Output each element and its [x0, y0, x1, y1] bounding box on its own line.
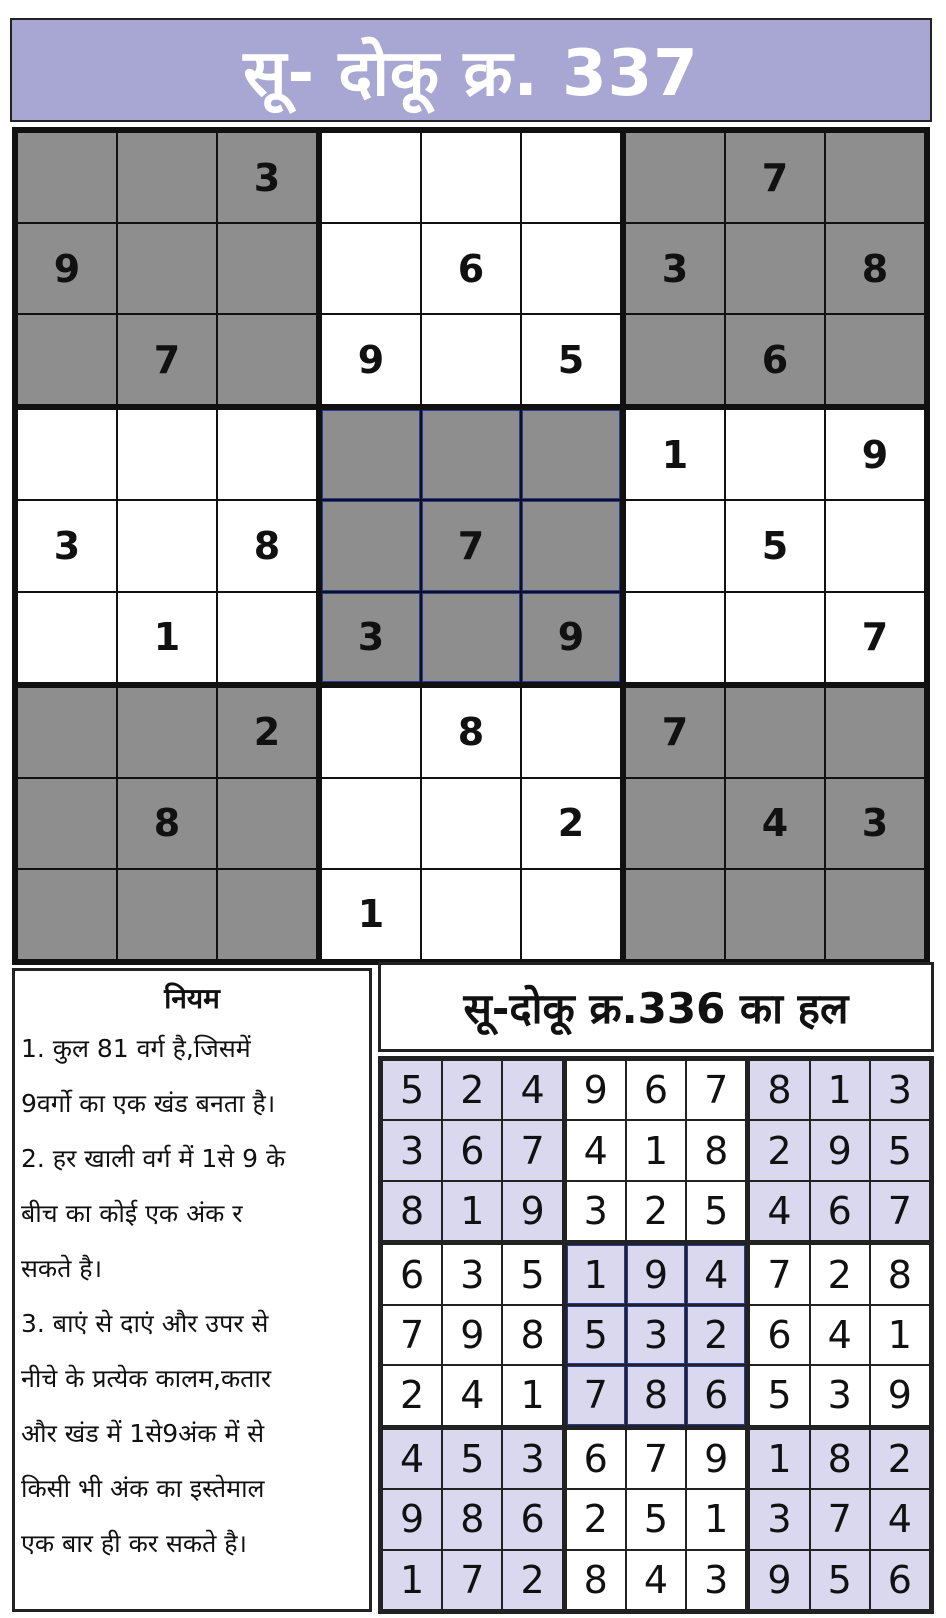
rules-heading: नियम	[164, 982, 220, 1015]
puzzle-cell: 7	[726, 133, 824, 222]
puzzle-cell[interactable]	[522, 688, 620, 777]
puzzle-cell: 3	[626, 224, 724, 313]
solution-cell: 5	[627, 1490, 685, 1548]
solution-cell: 3	[627, 1306, 685, 1364]
puzzle-cell: 1	[118, 593, 216, 682]
solution-cell: 6	[503, 1490, 561, 1548]
puzzle-cell[interactable]	[522, 224, 620, 313]
solution-cell: 9	[687, 1430, 745, 1488]
solution-cell: 1	[627, 1121, 685, 1179]
puzzle-cell[interactable]	[422, 779, 520, 868]
puzzle-cell: 8	[826, 224, 924, 313]
puzzle-cell[interactable]	[522, 133, 620, 222]
puzzle-cell: 3	[826, 779, 924, 868]
solution-cell: 5	[443, 1430, 501, 1488]
puzzle-cell: 1	[626, 410, 724, 499]
solution-cell: 8	[443, 1490, 501, 1548]
solution-cell: 2	[627, 1182, 685, 1240]
puzzle-cell[interactable]	[726, 593, 824, 682]
solution-cell: 3	[443, 1245, 501, 1303]
puzzle-cell: 3	[18, 501, 116, 590]
solution-cell: 6	[687, 1366, 745, 1424]
solution-cell: 9	[383, 1490, 441, 1548]
solution-cell: 8	[871, 1245, 929, 1303]
rule-line: नीचे के प्रत्येक कालम,कतार	[21, 1364, 272, 1393]
solution-heading: सू-दोकू क्र.336 का हल	[463, 983, 849, 1033]
puzzle-cell: 2	[522, 779, 620, 868]
puzzle-cell[interactable]	[18, 688, 116, 777]
solution-cell: 4	[627, 1551, 685, 1609]
puzzle-cell[interactable]	[626, 315, 724, 404]
puzzle-cell[interactable]	[626, 779, 724, 868]
solution-cell: 3	[567, 1182, 625, 1240]
sudoku-puzzle-grid	[12, 127, 930, 965]
solution-cell: 8	[627, 1366, 685, 1424]
puzzle-cell[interactable]	[522, 410, 620, 499]
puzzle-cell[interactable]	[522, 870, 620, 959]
puzzle-cell[interactable]	[726, 870, 824, 959]
solution-cell: 4	[871, 1490, 929, 1548]
puzzle-cell: 8	[422, 688, 520, 777]
puzzle-cell: 1	[322, 870, 420, 959]
puzzle-cell: 6	[422, 224, 520, 313]
puzzle-cell: 6	[726, 315, 824, 404]
solution-cell: 1	[383, 1551, 441, 1609]
puzzle-title: सू- दोकू क्र. 337	[243, 36, 699, 111]
puzzle-cell[interactable]	[826, 870, 924, 959]
puzzle-cell[interactable]	[322, 688, 420, 777]
rule-line: किसी भी अंक का इस्तेमाल	[21, 1474, 265, 1503]
puzzle-cell: 7	[626, 688, 724, 777]
puzzle-cell[interactable]	[422, 593, 520, 682]
puzzle-cell[interactable]	[118, 224, 216, 313]
solution-cell: 5	[811, 1551, 869, 1609]
puzzle-cell[interactable]	[218, 779, 316, 868]
puzzle-cell: 8	[218, 501, 316, 590]
solution-cell: 3	[383, 1121, 441, 1179]
solution-cell: 4	[750, 1182, 808, 1240]
solution-cell: 4	[687, 1245, 745, 1303]
puzzle-cell: 8	[118, 779, 216, 868]
solution-heading-box	[378, 962, 934, 1052]
puzzle-cell[interactable]	[626, 133, 724, 222]
puzzle-cell[interactable]	[826, 501, 924, 590]
puzzle-cell[interactable]	[626, 501, 724, 590]
rule-line: बीच का कोई एक अंक र	[21, 1199, 243, 1228]
solution-cell: 6	[627, 1061, 685, 1119]
puzzle-cell[interactable]	[118, 501, 216, 590]
solution-cell: 6	[871, 1551, 929, 1609]
solution-cell: 6	[443, 1121, 501, 1179]
solution-cell: 2	[503, 1551, 561, 1609]
puzzle-cell[interactable]	[522, 501, 620, 590]
puzzle-cell[interactable]	[826, 315, 924, 404]
puzzle-cell[interactable]	[118, 410, 216, 499]
solution-cell: 5	[383, 1061, 441, 1119]
puzzle-title-banner	[10, 18, 932, 122]
solution-cell: 7	[811, 1490, 869, 1548]
puzzle-cell[interactable]	[218, 224, 316, 313]
puzzle-cell: 9	[322, 315, 420, 404]
solution-cell: 9	[811, 1121, 869, 1179]
solution-cell: 5	[750, 1366, 808, 1424]
solution-cell: 7	[750, 1245, 808, 1303]
solution-cell: 3	[687, 1551, 745, 1609]
solution-cell: 9	[750, 1551, 808, 1609]
puzzle-cell[interactable]	[18, 593, 116, 682]
solution-cell: 8	[750, 1061, 808, 1119]
puzzle-cell[interactable]	[18, 133, 116, 222]
solution-cell: 2	[811, 1245, 869, 1303]
puzzle-cell[interactable]	[118, 870, 216, 959]
puzzle-cell[interactable]	[218, 870, 316, 959]
puzzle-cell[interactable]	[218, 315, 316, 404]
puzzle-cell[interactable]	[118, 688, 216, 777]
solution-cell: 1	[443, 1182, 501, 1240]
solution-cell: 8	[567, 1551, 625, 1609]
rules-box	[12, 968, 372, 1612]
puzzle-cell[interactable]	[726, 224, 824, 313]
puzzle-cell[interactable]	[726, 410, 824, 499]
solution-cell: 2	[443, 1061, 501, 1119]
puzzle-cell[interactable]	[726, 688, 824, 777]
solution-cell: 5	[687, 1182, 745, 1240]
puzzle-cell[interactable]	[18, 779, 116, 868]
puzzle-cell[interactable]	[18, 315, 116, 404]
solution-cell: 2	[567, 1490, 625, 1548]
solution-cell: 6	[567, 1430, 625, 1488]
solution-cell: 3	[750, 1490, 808, 1548]
puzzle-cell[interactable]	[826, 133, 924, 222]
solution-cell: 6	[750, 1306, 808, 1364]
solution-cell: 3	[811, 1366, 869, 1424]
puzzle-cell[interactable]	[322, 410, 420, 499]
solution-cell: 6	[811, 1182, 869, 1240]
puzzle-cell[interactable]	[18, 410, 116, 499]
solution-cell: 7	[627, 1430, 685, 1488]
puzzle-cell: 7	[422, 501, 520, 590]
solution-cell: 4	[503, 1061, 561, 1119]
solution-cell: 4	[443, 1366, 501, 1424]
puzzle-cell: 3	[322, 593, 420, 682]
solution-cell: 9	[443, 1306, 501, 1364]
puzzle-cell: 5	[522, 315, 620, 404]
solution-cell: 2	[687, 1306, 745, 1364]
puzzle-cell[interactable]	[18, 870, 116, 959]
puzzle-cell: 4	[726, 779, 824, 868]
solution-cell: 7	[503, 1121, 561, 1179]
rule-line: 3. बाएं से दाएं और उपर से	[21, 1309, 269, 1338]
solution-cell: 8	[687, 1121, 745, 1179]
puzzle-cell: 7	[118, 315, 216, 404]
solution-cell: 3	[503, 1430, 561, 1488]
solution-cell: 9	[871, 1366, 929, 1424]
solution-cell: 1	[871, 1306, 929, 1364]
solution-cell: 3	[871, 1061, 929, 1119]
puzzle-cell[interactable]	[826, 688, 924, 777]
solution-cell: 5	[871, 1121, 929, 1179]
puzzle-cell: 3	[218, 133, 316, 222]
puzzle-cell[interactable]	[422, 133, 520, 222]
solution-cell: 1	[750, 1430, 808, 1488]
solution-cell: 9	[627, 1245, 685, 1303]
puzzle-cell[interactable]	[422, 410, 520, 499]
solution-cell: 4	[567, 1121, 625, 1179]
solution-cell: 8	[811, 1430, 869, 1488]
rule-line: एक बार ही कर सकते है।	[21, 1529, 248, 1558]
puzzle-cell: 2	[218, 688, 316, 777]
solution-cell: 5	[567, 1306, 625, 1364]
puzzle-cell[interactable]	[218, 410, 316, 499]
puzzle-cell: 5	[726, 501, 824, 590]
rule-line: 9वर्गो का एक खंड बनता है।	[21, 1089, 276, 1118]
solution-cell: 1	[687, 1490, 745, 1548]
puzzle-cell: 9	[522, 593, 620, 682]
solution-cell: 6	[383, 1245, 441, 1303]
puzzle-cell[interactable]	[626, 593, 724, 682]
solution-cell: 1	[811, 1061, 869, 1119]
rule-line: 2. हर खाली वर्ग में 1से 9 के	[21, 1144, 286, 1173]
solution-cell: 5	[503, 1245, 561, 1303]
puzzle-cell[interactable]	[626, 870, 724, 959]
solution-cell: 7	[687, 1061, 745, 1119]
solution-cell: 9	[503, 1182, 561, 1240]
puzzle-cell[interactable]	[218, 593, 316, 682]
puzzle-cell[interactable]	[118, 133, 216, 222]
solution-cell: 4	[811, 1306, 869, 1364]
puzzle-cell: 7	[826, 593, 924, 682]
solution-cell: 2	[383, 1366, 441, 1424]
puzzle-cell[interactable]	[322, 501, 420, 590]
puzzle-cell[interactable]	[322, 224, 420, 313]
puzzle-cell[interactable]	[422, 870, 520, 959]
solution-cell: 7	[567, 1366, 625, 1424]
solution-cell: 2	[750, 1121, 808, 1179]
puzzle-cell[interactable]	[422, 315, 520, 404]
solution-cell: 7	[443, 1551, 501, 1609]
puzzle-cell: 9	[826, 410, 924, 499]
puzzle-cell[interactable]	[322, 779, 420, 868]
solution-cell: 9	[567, 1061, 625, 1119]
rule-line: और खंड में 1से9अंक में से	[21, 1419, 265, 1448]
solution-cell: 8	[383, 1182, 441, 1240]
rule-line: 1. कुल 81 वर्ग है,जिसमें	[21, 1034, 251, 1063]
rule-line: सकते है।	[21, 1254, 103, 1283]
solution-cell: 7	[383, 1306, 441, 1364]
puzzle-cell: 9	[18, 224, 116, 313]
solution-cell: 2	[871, 1430, 929, 1488]
solution-cell: 7	[871, 1182, 929, 1240]
solution-cell: 4	[383, 1430, 441, 1488]
solution-cell: 8	[503, 1306, 561, 1364]
puzzle-cell[interactable]	[322, 133, 420, 222]
solution-cell: 1	[503, 1366, 561, 1424]
solution-cell: 1	[567, 1245, 625, 1303]
sudoku-solution-grid	[378, 1056, 934, 1614]
